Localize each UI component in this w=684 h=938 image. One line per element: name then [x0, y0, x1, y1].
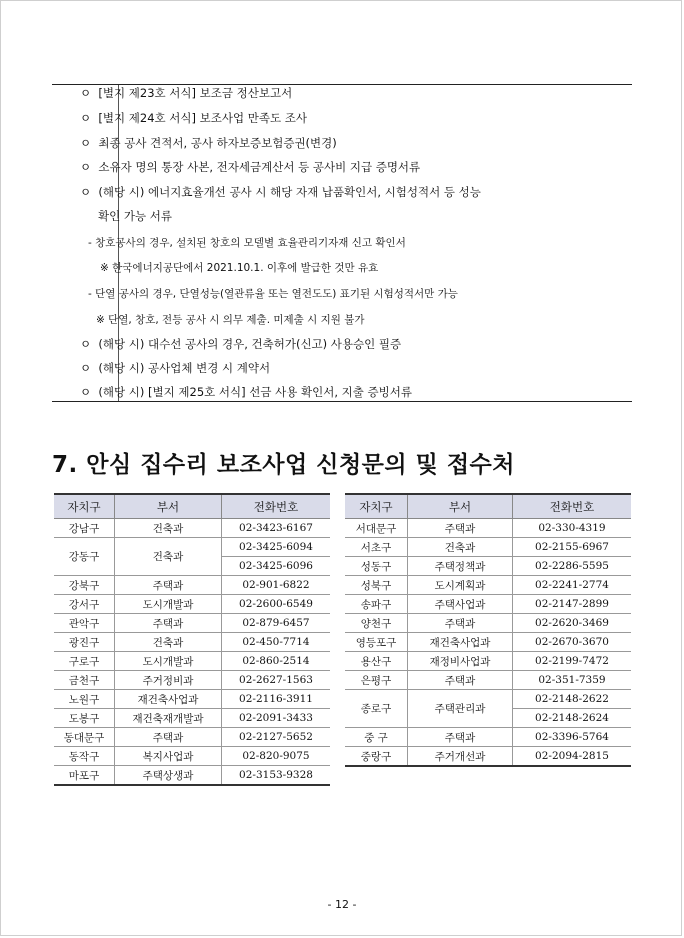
department-cell: 재건축사업과 [115, 690, 222, 709]
district-cell: 강동구 [54, 538, 115, 576]
phone-cell: 02-3425-6096 [222, 557, 331, 576]
requirement-item: ㅇ (해당 시) 에너지효율개선 공사 시 해당 자재 납품확인서, 시험성적서 등 성능 [80, 185, 481, 199]
district-cell: 서초구 [345, 538, 408, 557]
table-row [345, 576, 631, 595]
phone-cell: 02-2148-2622 [513, 690, 632, 709]
table-row [345, 519, 631, 538]
requirement-item: ㅇ (해당 시) [별지 제25호 서식] 선금 사용 확인서, 지출 증빙서류 [80, 385, 412, 399]
district-cell: 강북구 [54, 576, 115, 595]
department-cell: 건축과 [115, 519, 222, 538]
district-cell: 동대문구 [54, 728, 115, 747]
requirement-sub-item: - 창호공사의 경우, 설치된 창호의 모델별 효율관리기자재 신고 확인서 [88, 237, 406, 249]
requirement-item: ㅇ 소유자 명의 통장 사본, 전자세금계산서 등 공사비 지급 증명서류 [80, 160, 421, 174]
department-cell: 도시계획과 [408, 576, 513, 595]
phone-cell: 02-2199-7472 [513, 652, 632, 671]
table-row [345, 652, 631, 671]
department-cell: 주택과 [115, 614, 222, 633]
department-cell: 재정비사업과 [408, 652, 513, 671]
table-row [54, 728, 330, 747]
phone-cell: 02-450-7714 [222, 633, 331, 652]
table-row [54, 614, 330, 633]
table-row [345, 671, 631, 690]
department-cell: 도시개발과 [115, 652, 222, 671]
district-cell: 동작구 [54, 747, 115, 766]
department-cell: 주택과 [408, 728, 513, 747]
phone-cell: 02-3425-6094 [222, 538, 331, 557]
phone-cell: 02-351-7359 [513, 671, 632, 690]
section-title: 7. 안심 집수리 보조사업 신청문의 및 접수처 [52, 452, 515, 478]
phone-cell: 02-2155-6967 [513, 538, 632, 557]
department-cell: 주택정책과 [408, 557, 513, 576]
phone-cell: 02-2127-5652 [222, 728, 331, 747]
phone-cell: 02-2147-2899 [513, 595, 632, 614]
department-cell: 주택사업과 [408, 595, 513, 614]
phone-cell: 02-2094-2815 [513, 747, 632, 767]
phone-cell: 02-3396-5764 [513, 728, 632, 747]
table-row [345, 614, 631, 633]
district-cell: 중 구 [345, 728, 408, 747]
phone-cell: 02-2148-2624 [513, 709, 632, 728]
requirement-item: ㅇ (해당 시) 공사업체 변경 시 계약서 [80, 361, 271, 375]
office-table-left [54, 493, 330, 786]
table-row [345, 728, 631, 747]
table-row [54, 633, 330, 652]
district-cell: 도봉구 [54, 709, 115, 728]
department-cell: 주택과 [115, 576, 222, 595]
table-row [54, 576, 330, 595]
department-cell: 주거정비과 [115, 671, 222, 690]
district-cell: 양천구 [345, 614, 408, 633]
department-cell: 주택과 [408, 519, 513, 538]
department-cell: 주택상생과 [115, 766, 222, 786]
district-cell: 서대문구 [345, 519, 408, 538]
phone-cell: 02-2600-6549 [222, 595, 331, 614]
requirement-item: ㅇ 최종 공사 견적서, 공사 하자보증보험증권(변경) [80, 136, 337, 150]
department-cell: 주택과 [408, 614, 513, 633]
table-row [54, 595, 330, 614]
department-cell: 재건축사업과 [408, 633, 513, 652]
table-row [54, 538, 330, 557]
table-row [345, 690, 631, 709]
table-row [54, 747, 330, 766]
requirement-item: ㅇ [별지 제23호 서식] 보조금 정산보고서 [80, 86, 293, 100]
department-cell: 주택과 [115, 728, 222, 747]
requirement-note: ※ 한국에너지공단에서 2021.10.1. 이후에 발급한 것만 유효 [100, 262, 379, 274]
header-department: 부서 [115, 494, 222, 519]
district-cell: 구로구 [54, 652, 115, 671]
district-cell: 금천구 [54, 671, 115, 690]
department-cell: 복지사업과 [115, 747, 222, 766]
page-number: - 12 - [327, 898, 357, 911]
requirement-sub-item: - 단열 공사의 경우, 단열성능(열관류율 또는 열전도도) 표기된 시험성적서만 가능 [88, 288, 458, 300]
department-cell: 주거개선과 [408, 747, 513, 767]
phone-cell: 02-3153-9328 [222, 766, 331, 786]
phone-cell: 02-2241-2774 [513, 576, 632, 595]
phone-cell: 02-3423-6167 [222, 519, 331, 538]
phone-cell: 02-2286-5595 [513, 557, 632, 576]
requirement-item-continuation: 확인 가능 서류 [98, 209, 172, 223]
department-cell: 건축과 [115, 633, 222, 652]
district-cell: 종로구 [345, 690, 408, 728]
phone-cell: 02-2627-1563 [222, 671, 331, 690]
table-row [54, 690, 330, 709]
table-row [54, 519, 330, 538]
district-cell: 성북구 [345, 576, 408, 595]
header-department: 부서 [408, 494, 513, 519]
district-cell: 송파구 [345, 595, 408, 614]
phone-cell: 02-330-4319 [513, 519, 632, 538]
table-row [345, 557, 631, 576]
requirement-item: ㅇ [별지 제24호 서식] 보조사업 만족도 조사 [80, 111, 307, 125]
district-cell: 관악구 [54, 614, 115, 633]
district-cell: 영등포구 [345, 633, 408, 652]
table-row [54, 766, 330, 786]
department-cell: 건축과 [115, 538, 222, 576]
district-cell: 마포구 [54, 766, 115, 786]
department-cell: 도시개발과 [115, 595, 222, 614]
requirement-item: ㅇ (해당 시) 대수선 공사의 경우, 건축허가(신고) 사용승인 필증 [80, 337, 402, 351]
header-district: 자치구 [54, 494, 115, 519]
phone-cell: 02-879-6457 [222, 614, 331, 633]
phone-cell: 02-2116-3911 [222, 690, 331, 709]
phone-cell: 02-2670-3670 [513, 633, 632, 652]
phone-cell: 02-820-9075 [222, 747, 331, 766]
phone-cell: 02-860-2514 [222, 652, 331, 671]
district-cell: 강서구 [54, 595, 115, 614]
department-cell: 주택과 [408, 671, 513, 690]
header-phone: 전화번호 [222, 494, 331, 519]
phone-cell: 02-901-6822 [222, 576, 331, 595]
district-cell: 은평구 [345, 671, 408, 690]
district-cell: 용산구 [345, 652, 408, 671]
header-phone: 전화번호 [513, 494, 632, 519]
header-district: 자치구 [345, 494, 408, 519]
office-table-right [345, 493, 631, 767]
district-cell: 노원구 [54, 690, 115, 709]
district-cell: 강남구 [54, 519, 115, 538]
table-row [54, 671, 330, 690]
table-row [54, 652, 330, 671]
table-row [54, 709, 330, 728]
department-cell: 재건축재개발과 [115, 709, 222, 728]
district-cell: 중랑구 [345, 747, 408, 767]
department-cell: 주택관리과 [408, 690, 513, 728]
district-cell: 광진구 [54, 633, 115, 652]
table-row [345, 595, 631, 614]
phone-cell: 02-2091-3433 [222, 709, 331, 728]
district-cell: 성동구 [345, 557, 408, 576]
phone-cell: 02-2620-3469 [513, 614, 632, 633]
table-row [345, 747, 631, 767]
requirement-note: ※ 단열, 창호, 전등 공사 시 의무 제출. 미제출 시 지원 불가 [96, 314, 365, 326]
department-cell: 건축과 [408, 538, 513, 557]
table-row [345, 538, 631, 557]
table-row [345, 633, 631, 652]
